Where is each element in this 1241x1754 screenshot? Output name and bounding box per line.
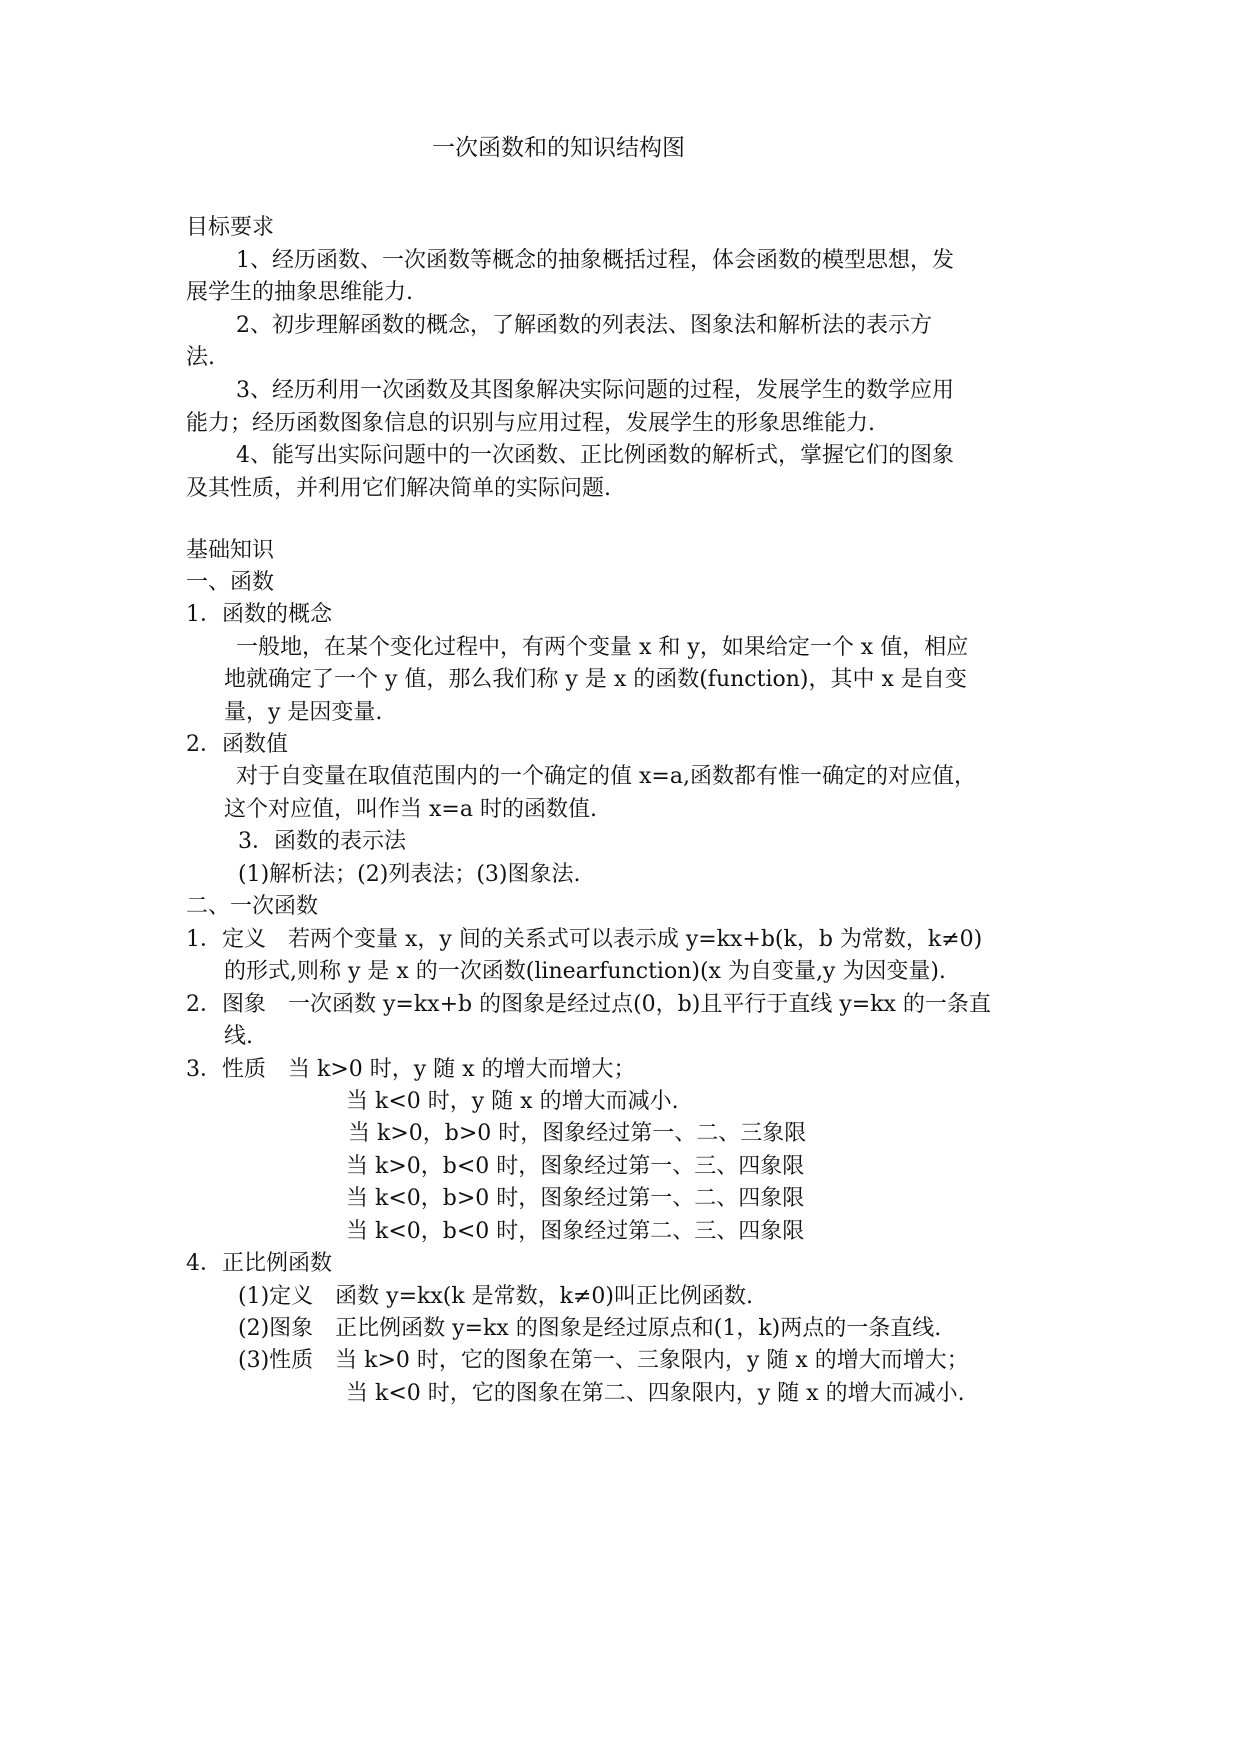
body-line: 这个对应值，叫作当 x=a 时的函数值. [224,797,597,822]
body-line: 线. [224,1024,253,1049]
body-line: 当 k<0 时，y 随 x 的增大而减小. [346,1089,679,1114]
subsection-heading: 4．正比例函数 [186,1251,332,1276]
goal-line: 3、经历利用一次函数及其图象解决实际问题的过程，发展学生的数学应用 [236,378,954,403]
body-line: 1．定义 若两个变量 x，y 间的关系式可以表示成 y=kx+b(k，b 为常数，k≠0) [186,927,983,952]
body-line: 的形式,则称 y 是 x 的一次函数(linearfunction)(x 为自变量,y 为因变量). [224,959,946,984]
body-line: (3)性质 当 k>0 时，它的图象在第一、三象限内，y 随 x 的增大而增大； [238,1348,969,1373]
goal-line: 展学生的抽象思维能力. [186,280,413,305]
body-line: 量，y 是因变量. [224,700,383,725]
body-line: 当 k<0，b<0 时，图象经过第二、三、四象限 [346,1219,805,1244]
section-heading: 一、函数 [186,570,275,595]
body-line: 3．性质 当 k>0 时，y 随 x 的增大而增大； [186,1057,636,1082]
body-line: (1)解析法；(2)列表法；(3)图象法. [238,862,581,887]
body-line: 一般地，在某个变化过程中，有两个变量 x 和 y，如果给定一个 x 值，相应 [236,635,969,660]
goal-line: 及其性质，并利用它们解决简单的实际问题. [186,476,611,501]
section-heading: 二、一次函数 [186,894,319,919]
document-title: 一次函数和的知识结构图 [432,135,685,161]
goal-line: 2、初步理解函数的概念，了解函数的列表法、图象法和解析法的表示方 [236,313,932,338]
body-line: 当 k>0，b<0 时，图象经过第一、三、四象限 [346,1154,805,1179]
goal-line: 1、经历函数、一次函数等概念的抽象概括过程，体会函数的模型思想，发 [236,248,954,273]
body-line: 2．图象 一次函数 y=kx+b 的图象是经过点(0，b)且平行于直线 y=kx 的一条直 [186,992,991,1017]
subsection-heading: 2．函数值 [186,732,288,757]
body-line: 地就确定了一个 y 值，那么我们称 y 是 x 的函数(function)，其中 x 是自变 [224,667,967,692]
body-line: (2)图象 正比例函数 y=kx 的图象是经过原点和(1，k)两点的一条直线. [238,1316,942,1341]
goal-line: 法. [186,345,215,370]
body-line: 当 k>0，b>0 时，图象经过第一、二、三象限 [348,1121,807,1146]
body-line: 对于自变量在取值范围内的一个确定的值 x=a,函数都有惟一确定的对应值， [236,764,976,789]
goal-line: 能力；经历函数图象信息的识别与应用过程，发展学生的形象思维能力. [186,411,875,436]
body-line: 当 k<0，b>0 时，图象经过第一、二、四象限 [346,1186,805,1211]
basics-heading: 基础知识 [186,538,275,563]
goals-heading: 目标要求 [186,215,275,240]
subsection-heading: 3．函数的表示法 [238,829,406,854]
goal-line: 4、能写出实际问题中的一次函数、正比例函数的解析式，掌握它们的图象 [236,443,954,468]
body-line: (1)定义 函数 y=kx(k 是常数，k≠0)叫正比例函数. [238,1284,754,1309]
body-line: 当 k<0 时，它的图象在第二、四象限内，y 随 x 的增大而减小. [346,1381,965,1406]
subsection-heading: 1．函数的概念 [186,602,332,627]
